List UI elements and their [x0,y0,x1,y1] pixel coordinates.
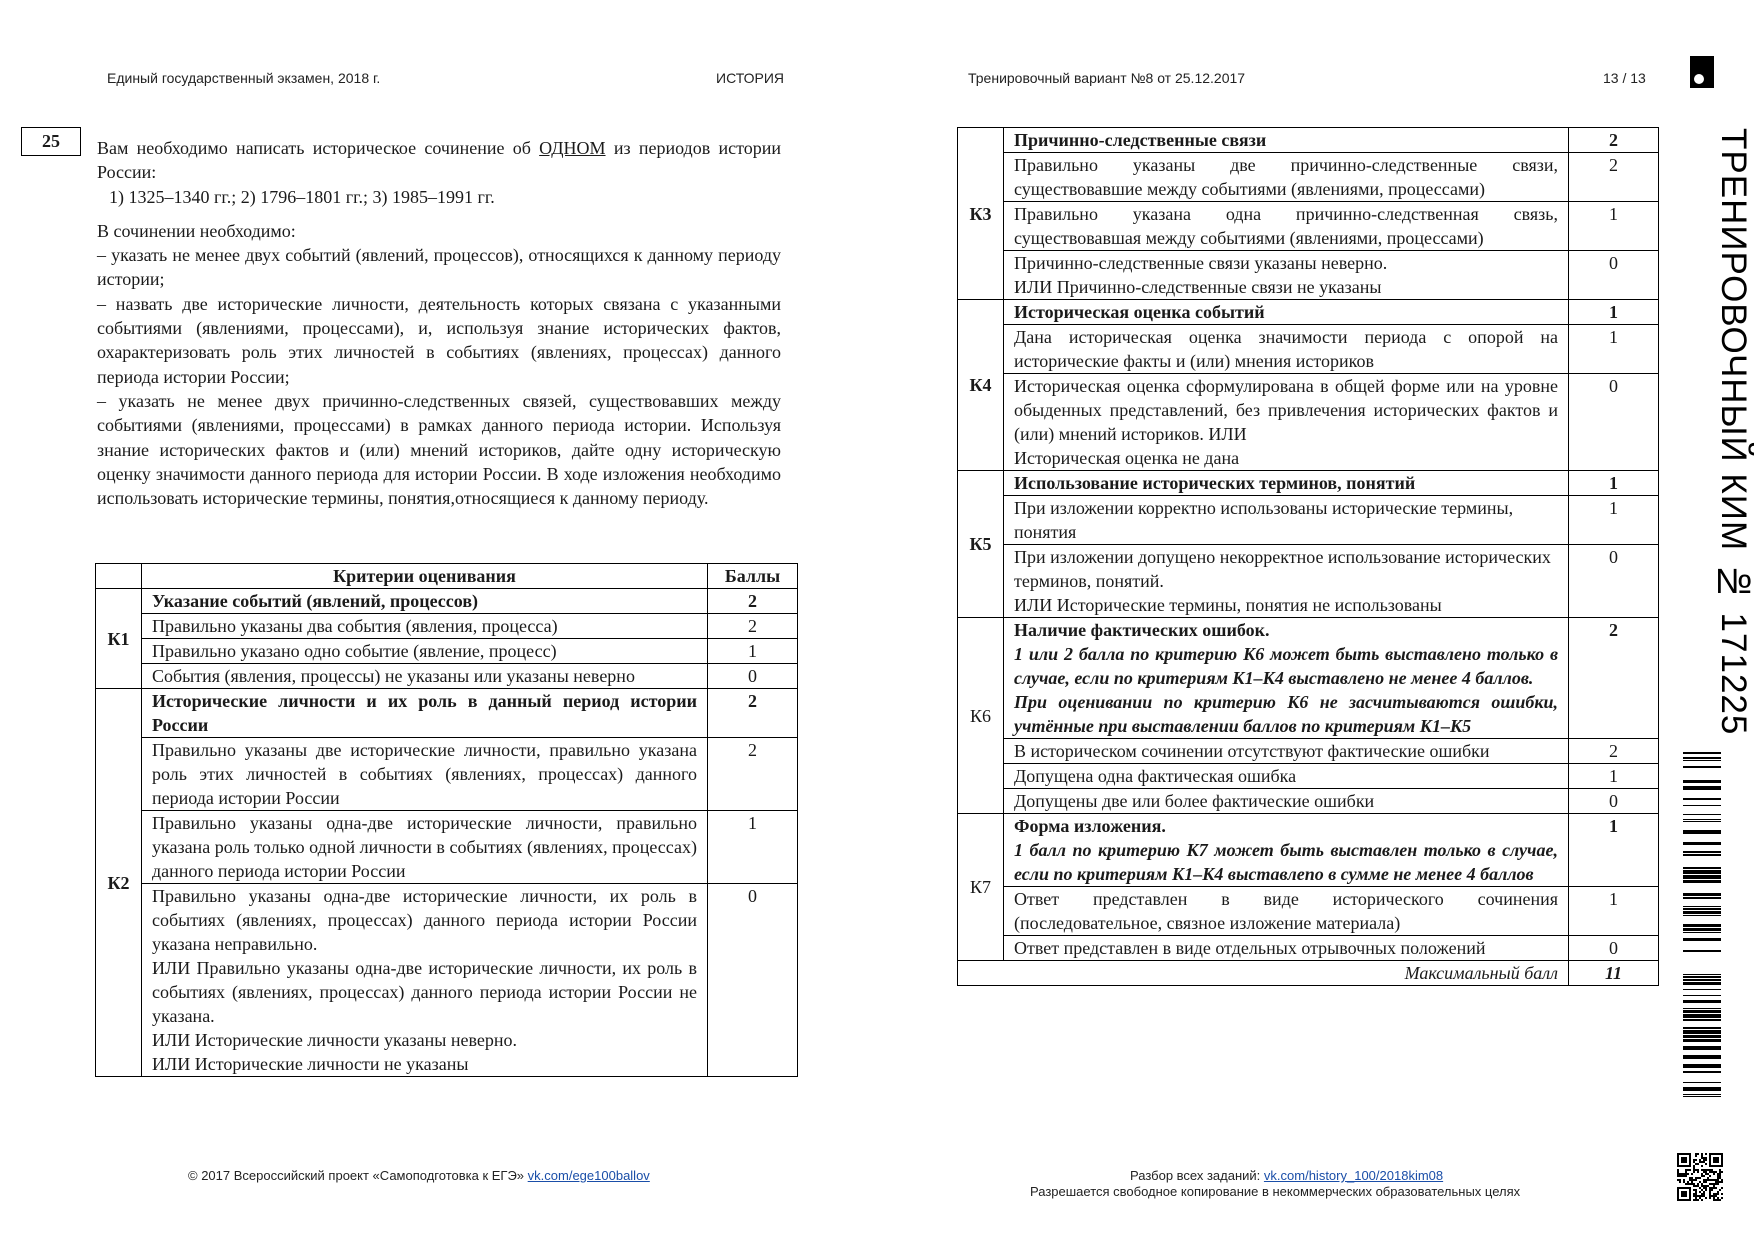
criterion-points: 2 [1569,739,1659,764]
logo-icon [1690,56,1714,88]
criterion-code-k3: К3 [958,128,1004,300]
max-score-label: Максимальный балл [958,961,1569,986]
criterion-row-part: ИЛИ Правильно указаны одна-две исторические личности, их роль в событиях (явлениях, процессах) данного периода истории России не указана. [152,958,697,1026]
intro-emphasis: ОДНОМ [539,138,606,158]
criterion-note: 1 балл по критерию К7 может быть выставлен только в случае, если по критериям К1–К4 выставлепо в сумме не менее 4 баллов [1014,840,1558,884]
criterion-row: Правильно указана одна причинно-следственная связь, существовавшая между событиями (явлениями, процессами) [1004,202,1569,251]
criterion-max-k2: 2 [708,689,798,738]
criterion-points: 0 [1569,374,1659,471]
analysis-label: Разбор всех заданий: [1130,1168,1261,1183]
criterion-points: 0 [708,884,798,1077]
footer-link-history-analysis[interactable]: vk.com/history_100/2018kim08 [1263,1168,1444,1183]
criterion-row-part: Историческая оценка сформулирована в общей форме или на уровне обыденных представлений, без привлечения исторических фактов и (или) мнений историков. ИЛИ [1014,376,1558,444]
variant-title: Тренировочный вариант №8 от 25.12.2017 [968,70,1246,86]
column-header-points: Баллы [708,564,798,589]
requirements-title: В сочинении необходимо: [97,220,296,241]
criterion-points: 1 [708,639,798,664]
criterion-title-k4: Историческая оценка событий [1004,300,1569,325]
criterion-row: При изложении корректно использованы исторические термины, понятия [1004,496,1569,545]
criterion-points: 1 [1569,496,1659,545]
criterion-row [142,884,708,1077]
criterion-points: 0 [1569,545,1659,618]
criterion-title-text: Форма изложения. [1014,816,1166,836]
criterion-points: 1 [1569,764,1659,789]
criterion-row: В историческом сочинении отсутствуют фактические ошибки [1004,739,1569,764]
criterion-max-k6: 2 [1569,618,1659,739]
footer-license: Разрешается свободное копирование в некоммерческих образовательных целях [1030,1184,1521,1199]
criterion-row: Правильно указаны одна-две исторические личности, правильно указана роль только одной личности в событиях (явлениях, процессах) данного периода истории России [142,811,708,884]
criterion-points: 0 [1569,936,1659,961]
qr-code-icon [1677,1153,1723,1201]
criterion-points: 2 [708,738,798,811]
criterion-points: 1 [708,811,798,884]
criterion-code-k6: К6 [958,618,1004,814]
criterion-title-k7 [1004,814,1569,887]
criterion-points: 0 [708,664,798,689]
criterion-row: Правильно указаны два события (явления, процесса) [142,614,708,639]
criterion-row [1004,545,1569,618]
requirement-1: – указать не менее двух событий (явлений, процессов), относящихся к данному периоду истории; [97,245,781,290]
barcode-icon [1683,752,1721,1098]
criterion-code-k1: К1 [96,589,142,689]
criterion-points: 1 [1569,325,1659,374]
criterion-code-k7: К7 [958,814,1004,961]
criterion-row: Ответ представлен в виде отдельных отрывочных положений [1004,936,1569,961]
criterion-points: 2 [708,614,798,639]
requirement-3: – указать не менее двух причинно-следственных связей, существовавших между событиями (явлениями, процессами) в рамках данного периода истории. Используя знание исторических фактов и (или) мнений историков, дайте одну историческую оценку значимости данного периода для истории России. В ходе изложения необходимо использовать исторические термины, понятия,относящиеся к данному периоду. [97,390,781,509]
criterion-code-k4: К4 [958,300,1004,471]
exam-title: Единый государственный экзамен, 2018 г. [107,70,381,86]
criterion-max-k5: 1 [1569,471,1659,496]
table-corner [96,564,142,589]
intro-paragraph [97,136,781,185]
copyright-text: © 2017 Всероссийский проект «Самоподготовка к ЕГЭ» [188,1168,525,1183]
criterion-row: Правильно указано одно событие (явление, процесс) [142,639,708,664]
task-intro [97,136,781,510]
criterion-row-part: ИЛИ Исторические личности не указаны [152,1054,469,1074]
intro-text: Вам необходимо написать историческое сочинение об [97,138,531,158]
criterion-note: 1 или 2 балла по критерию К6 может быть выставлено только в случае, если по критериям К1–К4 выставлено не менее 4 баллов. [1014,644,1558,688]
criterion-title-k2: Исторические личности и их роль в данный период истории России [142,689,708,738]
subject-title: ИСТОРИЯ [716,70,785,86]
footer-analysis [1130,1168,1443,1183]
criterion-row: Ответ представлен в виде исторического сочинения (последовательное, связное изложение материала) [1004,887,1569,936]
criterion-row-part: Историческая оценка не дана [1014,448,1240,468]
criterion-note: При оценивании по критерию К6 не засчитываются ошибки, учтённые при выставлении баллов по критериям К1–К5 [1014,692,1558,736]
criterion-row: Правильно указаны две исторические личности, правильно указана роль этих личностей в событиях (явлениях, процессах) данного периода истории России [142,738,708,811]
criterion-points: 2 [1569,153,1659,202]
criterion-code-k2: К2 [96,689,142,1077]
criterion-points: 0 [1569,789,1659,814]
criterion-row-part: Причинно-следственные связи указаны неверно. [1014,253,1388,273]
criterion-row [1004,251,1569,300]
criterion-points: 1 [1569,202,1659,251]
criterion-row: События (явления, процессы) не указаны или указаны неверно [142,664,708,689]
criterion-max-k7: 1 [1569,814,1659,887]
footer-link-ege100ballov[interactable]: vk.com/ege100ballov [527,1168,650,1183]
column-header-criteria: Критерии оценивания [142,564,708,589]
criterion-row-part: При изложении допущено некорректное использование исторических терминов, понятий. [1014,547,1551,591]
criterion-title-k3: Причинно-следственные связи [1004,128,1569,153]
criterion-row-part: Правильно указаны одна-две исторические личности, их роль в событиях (явлениях, процессах) данного периода истории России указана неправильно. [152,886,697,954]
criteria-table-left [95,563,798,1077]
criterion-title-k6 [1004,618,1569,739]
footer-copyright [188,1168,650,1183]
criterion-row: Дана историческая оценка значимости периода с опорой на исторические факты и (или) мнения историков [1004,325,1569,374]
requirement-2: – назвать две исторические личности, деятельность которых связана с указанными событиями (явлениями, процессами), и, используя знание исторических фактов, охарактеризовать роль этих личностей в событиях (явлениях, процессах) данного периода истории России; [97,293,781,387]
criteria-table-right [957,127,1659,986]
criterion-title-k5: Использование исторических терминов, понятий [1004,471,1569,496]
criterion-row: Правильно указаны две причинно-следственные связи, существовавшие между событиями (явлениями, процессами) [1004,153,1569,202]
criterion-row [1004,374,1569,471]
page-number: 13 / 13 [1603,70,1646,86]
criterion-max-k1: 2 [708,589,798,614]
criterion-row-part: ИЛИ Исторические личности указаны неверно. [152,1030,517,1050]
criterion-points: 0 [1569,251,1659,300]
periods-list: 1) 1325–1340 гг.; 2) 1796–1801 гг.; 3) 1985–1991 гг. [109,186,495,207]
criterion-title-text: Наличие фактических ошибок. [1014,620,1270,640]
max-score-value: 11 [1569,961,1659,986]
criterion-row: Допущена одна фактическая ошибка [1004,764,1569,789]
criterion-row-part: ИЛИ Причинно-следственные связи не указаны [1014,277,1382,297]
criterion-max-k3: 2 [1569,128,1659,153]
intro-text-end: из периодов истории России: [97,138,781,183]
vertical-kim-title: ТРЕНИРОВОЧНЫЙ КИМ № 171225 [1714,128,1753,736]
task-number: 25 [21,127,81,156]
criterion-row-part: ИЛИ Исторические термины, понятия не использованы [1014,595,1442,615]
criterion-title-k1: Указание событий (явлений, процессов) [142,589,708,614]
criterion-code-k5: К5 [958,471,1004,618]
criterion-points: 1 [1569,887,1659,936]
criterion-row: Допущены две или более фактические ошибки [1004,789,1569,814]
criterion-max-k4: 1 [1569,300,1659,325]
